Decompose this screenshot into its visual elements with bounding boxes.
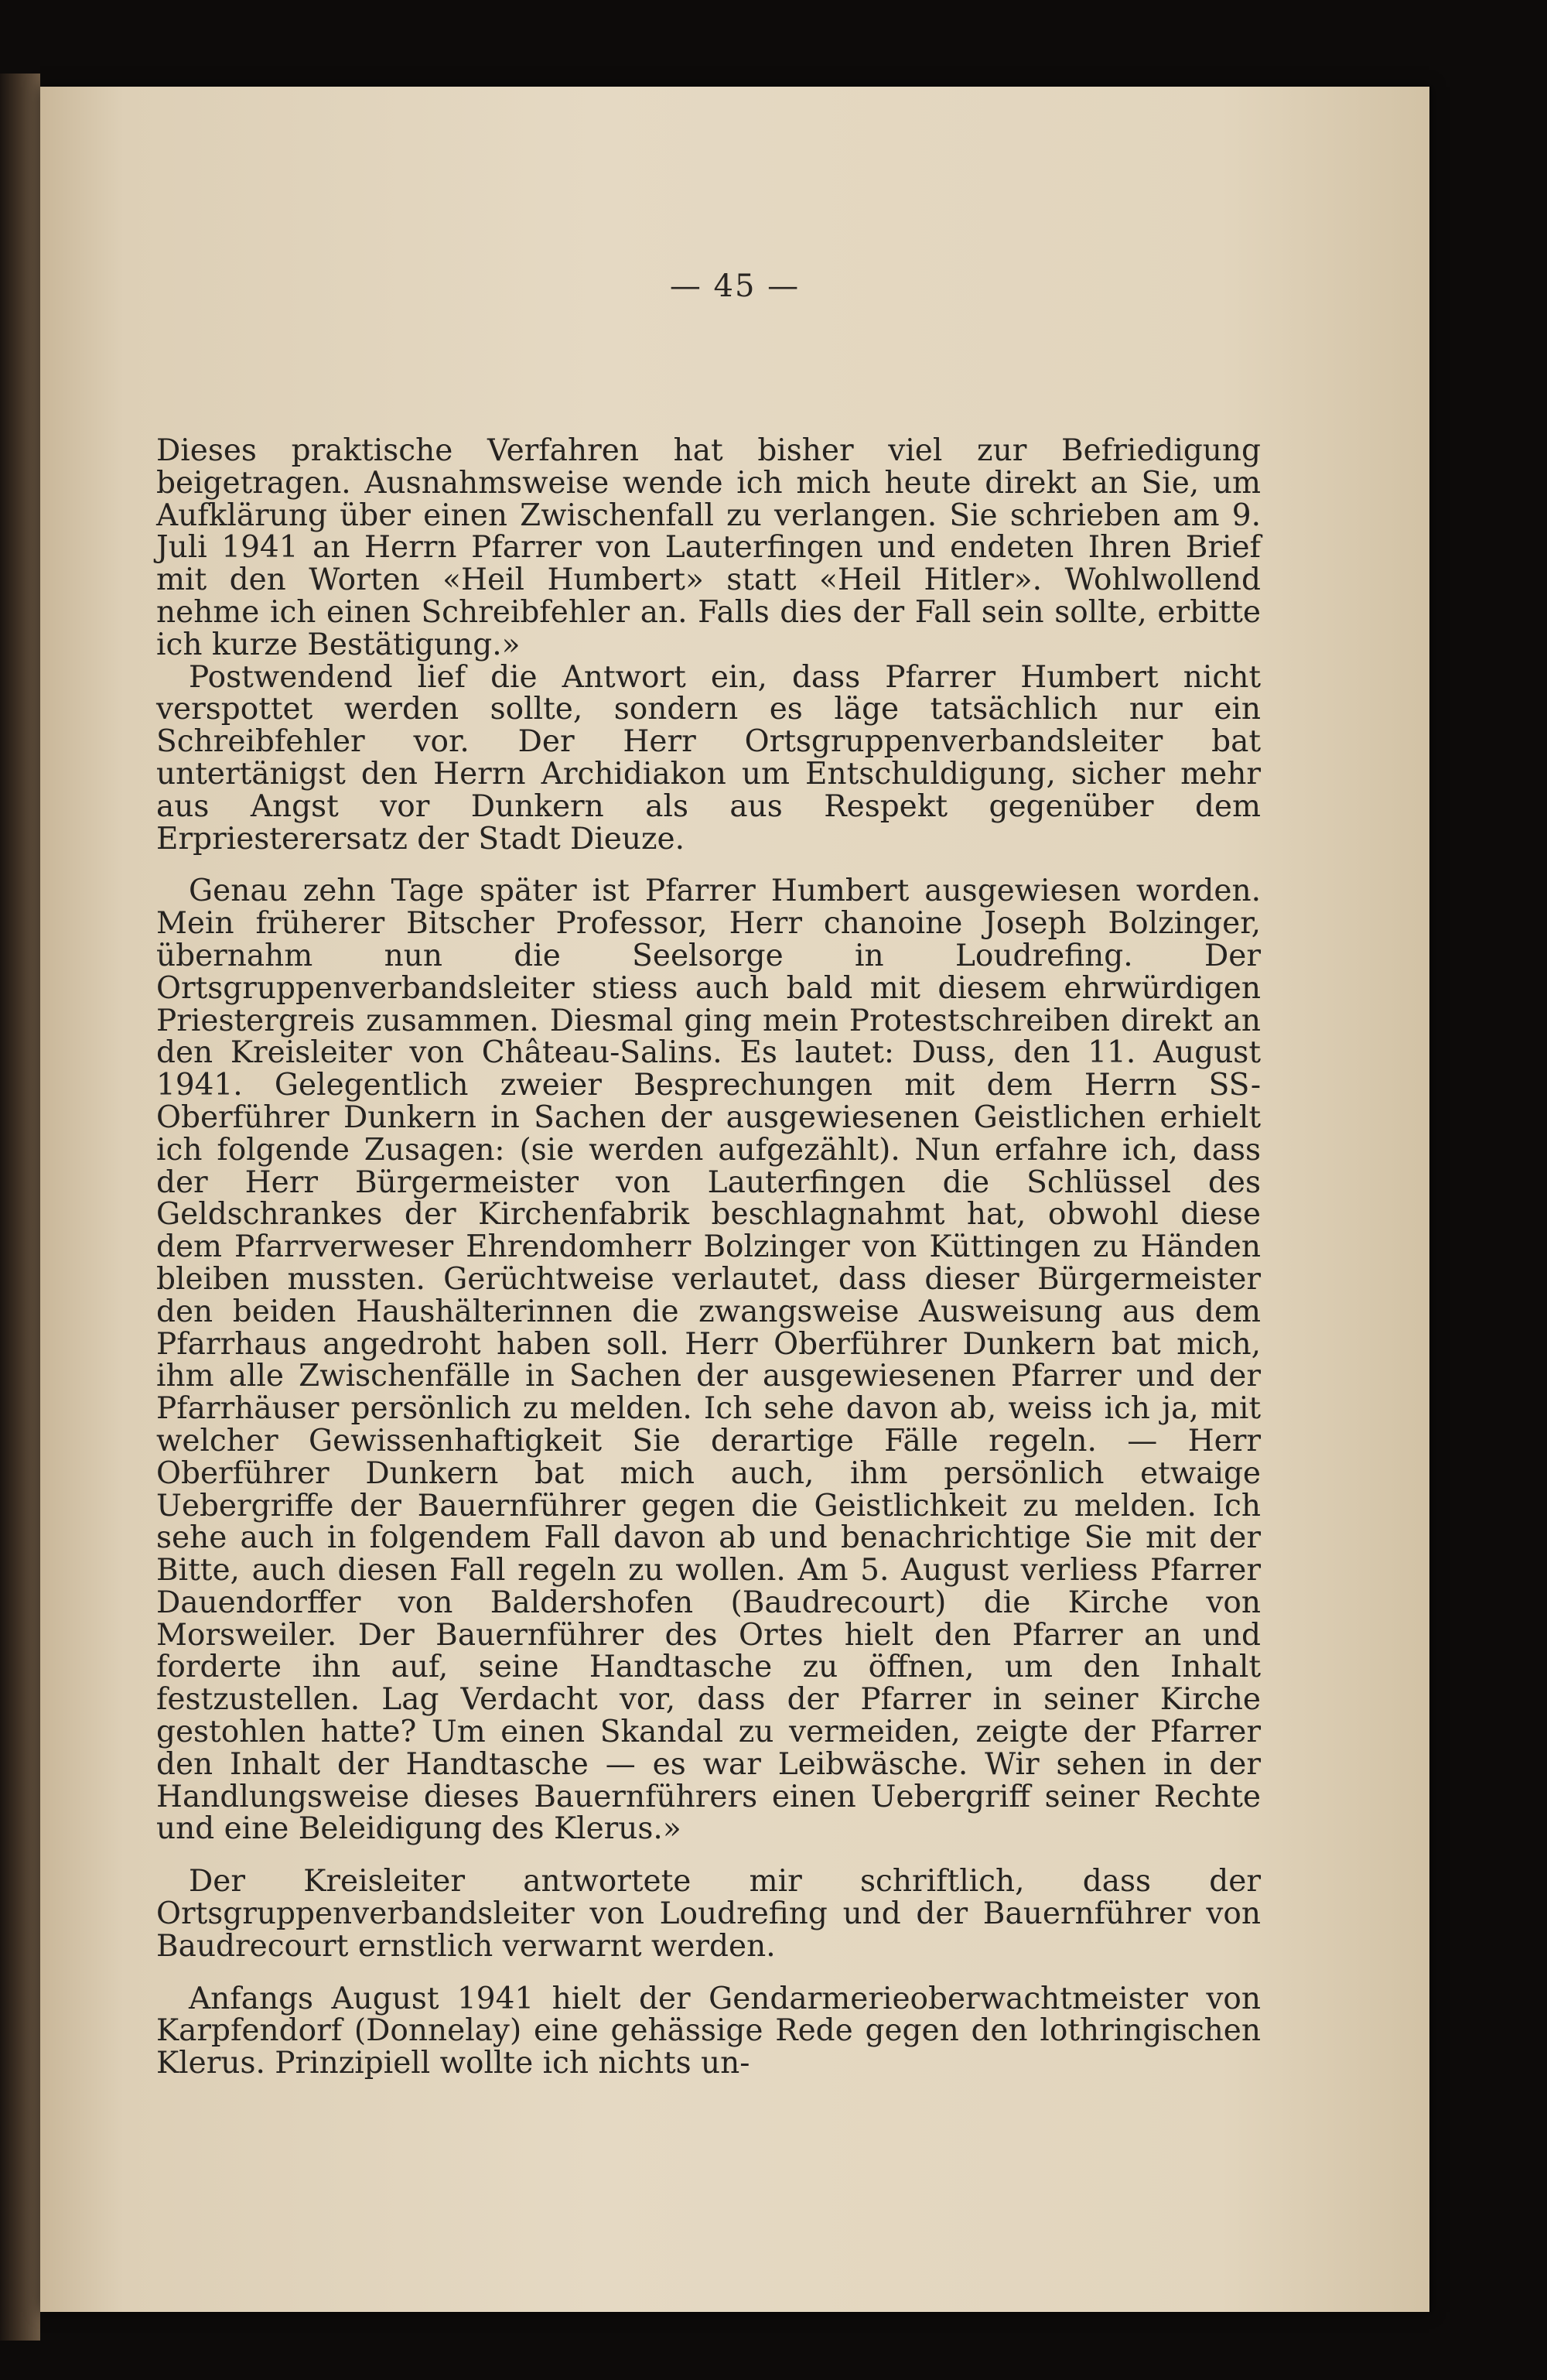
book-spine-edge: [0, 74, 40, 2341]
paragraph-3: Genau zehn Tage später ist Pfarrer Humbert ausgewiesen worden. Mein früherer Bitscher Professor, Herr chanoine Joseph Bolzinger, übernahm nun die Seelsorge in Loudrefing. Der Ortsgruppenverbandsleiter stiess auch bald mit diesem ehrwürdigen Priestergreis zusammen. Diesmal ging mein Protestschreiben direkt an den Kreisleiter von Château-Salins. Es lautet: Duss, den 11. August 1941. Gelegentlich zweier Besprechungen mit dem Herrn SS-Oberführer Dunkern in Sachen der ausgewiesenen Geistlichen erhielt ich folgende Zusagen: (sie werden aufgezählt). Nun erfahre ich, dass der Herr Bürgermeister von Lauterfingen die Schlüssel des Geldschrankes der Kirchenfabrik beschlagnahmt hat, obwohl diese dem Pfarrverweser Ehrendomherr Bolzinger von Küttingen zu Händen bleiben mussten. Gerüchtweise verlautet, dass dieser Bürgermeister den beiden Haushälterinnen die zwangsweise Ausweisung aus dem Pfarrhaus angedroht haben soll. Herr Oberführer Dunkern bat mich, ihm alle Zwischenfälle in Sachen der ausgewiesenen Pfarrer und der Pfarrhäuser persönlich zu melden. Ich sehe davon ab, weiss ich ja, mit welcher Gewissenhaftigkeit Sie derartige Fälle regeln. — Herr Oberführer Dunkern bat mich auch, ihm persönlich etwaige Uebergriffe der Bauernführer gegen die Geistlichkeit zu melden. Ich sehe auch in folgendem Fall davon ab und benachrichtige Sie mit der Bitte, auch diesen Fall regeln zu wollen. Am 5. August verliess Pfarrer Dauendorffer von Baldershofen (Baudrecourt) die Kirche von Morsweiler. Der Bauernführer des Ortes hielt den Pfarrer an und forderte ihn auf, seine Handtasche zu öffnen, um den Inhalt festzustellen. Lag Verdacht vor, dass der Pfarrer in seiner Kirche gestohlen hatte? Um einen Skandal zu vermeiden, zeigte der Pfarrer den Inhalt der Handtasche — es war Leibwäsche. Wir sehen in der Handlungsweise dieses Bauernführers einen Uebergriff seiner Rechte und eine Beleidigung des Klerus.»: [156, 874, 1261, 1847]
page-number: — 45 —: [669, 268, 801, 304]
book-page: [40, 87, 1429, 2312]
paragraph-2: Postwendend lief die Antwort ein, dass Pfarrer Humbert nicht verspottet werden sollte, sondern es läge tatsächlich nur ein Schreibfehler vor. Der Herr Ortsgruppenverbandsleiter bat untertänigst den Herrn Archidiakon um Entschuldigung, sicher mehr aus Angst vor Dunkern als aus Respekt gegenüber dem Erpriesterersatz der Stadt Dieuze.: [156, 659, 1261, 857]
paragraph-1: Dieses praktische Verfahren hat bisher viel zur Befriedigung beigetragen. Ausnahmsweise wende ich mich heute direkt an Sie, um Aufklärung über einen Zwischenfall zu verlangen. Sie schrieben am 9. Juli 1941 an Herrn Pfarrer von Lauterfingen und endeten Ihren Brief mit den Worten «Heil Humbert» statt «Heil Hitler». Wohlwollend nehme ich einen Schreibfehler an. Falls dies der Fall sein sollte, erbitte ich kurze Bestätigung.»: [156, 433, 1261, 662]
paragraph-4: Der Kreisleiter antwortete mir schriftlich, dass der Ortsgruppenverbandsleiter von Loudrefing und der Bauernführer von Baudrecourt ernstlich verwarnt werden.: [156, 1864, 1261, 1964]
body-text: [156, 435, 1261, 2080]
paragraph-5: Anfangs August 1941 hielt der Gendarmerieoberwachtmeister von Karpfendorf (Donnelay) eine gehässige Rede gegen den lothringischen Klerus. Prinzipiell wollte ich nichts un-: [156, 1981, 1261, 2081]
